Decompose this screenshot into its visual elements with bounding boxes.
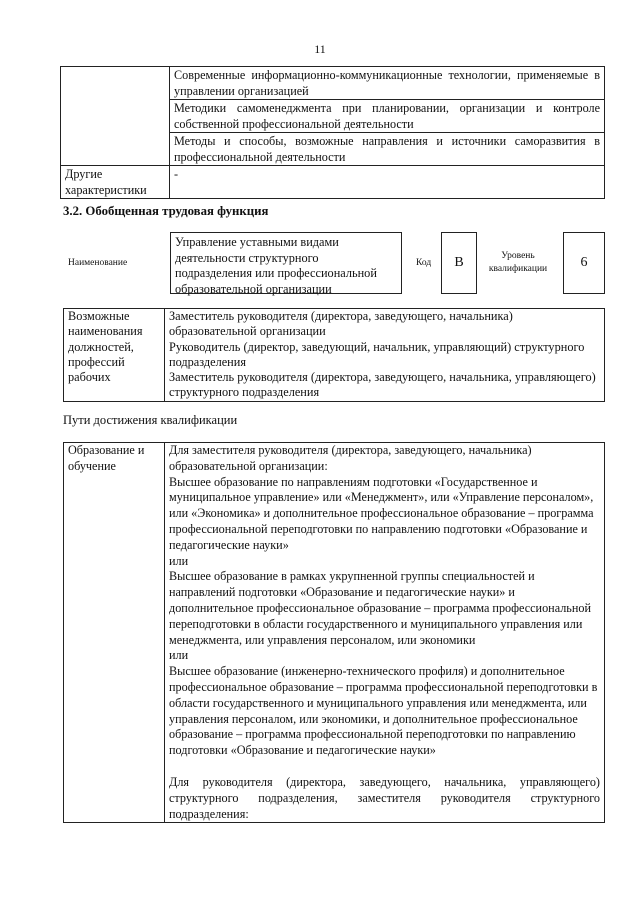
level-value: 6: [563, 232, 605, 294]
positions-label: Возможные наименования должностей, профессий рабочих: [64, 309, 165, 402]
positions-list: [165, 309, 605, 402]
level-label: Уровень квалификации: [488, 251, 548, 274]
education-line: Для заместителя руководителя (директора, заведующего, начальника) образовательной организации:: [169, 443, 532, 473]
education-label: Образование и обучение: [64, 443, 165, 823]
other-characteristics-value: -: [170, 166, 605, 199]
name-label: Наименование: [68, 258, 128, 268]
section-title: 3.2. Обобщенная трудовая функция: [63, 204, 269, 218]
positions-table: [63, 308, 605, 402]
education-table: [63, 442, 605, 823]
other-characteristics-label: Другие характеристики: [61, 166, 170, 199]
code-label: Код: [416, 258, 432, 268]
position-item: Заместитель руководителя (директора, заведующего, начальника, управляющего) структурного подразделения: [169, 370, 596, 400]
education-line: Для руководителя (директора, заведующего, начальника, управляющего) структурного подразделения, заместителя руководителя структурного подразделения:: [169, 774, 600, 821]
knowledge-row: Современные информационно-коммуникационные технологии, применяемые в управлении организацией: [170, 67, 605, 100]
position-item: Заместитель руководителя (директора, заведующего, начальника) образовательной организации: [169, 309, 513, 339]
paths-title: Пути достижения квалификации: [63, 413, 238, 427]
code-value: B: [441, 232, 477, 294]
empty-cell: [61, 67, 170, 166]
education-line: или: [169, 553, 189, 568]
knowledge-row: Методы и способы, возможные направления и источники саморазвития в профессиональной деятельности: [170, 133, 605, 166]
knowledge-row: Методики самоменеджмента при планировании, организации и контроле собственной профессиональной деятельности: [170, 100, 605, 133]
education-line: Высшее образование по направлениям подготовки «Государственное и муниципальное управление» или «Менеджмент», или «Управление персоналом», или «Экономика» и дополнительное профессиональное образование – программа профессиональной переподготовки по направлению подготовки «Образование и педагогические науки»: [169, 474, 594, 552]
paragraph-gap: [169, 759, 600, 775]
education-line: или: [169, 648, 189, 663]
education-line: Высшее образование в рамках укрупненной группы специальностей и направлений подготовки «Образование и педагогические науки» и дополнительное профессиональное образование – программа профессиональной переподготовки в области государственного и муниципального управления или менеджмента, или управления персоналом, или экономики: [169, 569, 591, 647]
education-content: [165, 443, 605, 823]
page-number: 11: [314, 42, 326, 56]
education-line: Высшее образование (инженерно-технического профиля) и дополнительное профессиональное образование – программа профессиональной переподготовки в области государственного и муниципального управления или менеджмента, или управления персоналом, или экономики, и дополнительное профессиональное образование – программа профессиональной переподготовки по направлению подготовки «Образование и педагогические науки»: [169, 664, 598, 758]
name-value: Управление уставными видами деятельности структурного подразделения или профессиональной образовательной организации: [170, 232, 402, 294]
position-item: Руководитель (директор, заведующий, начальник, управляющий) структурного подразделения: [169, 339, 585, 369]
knowledge-table: [60, 66, 605, 199]
